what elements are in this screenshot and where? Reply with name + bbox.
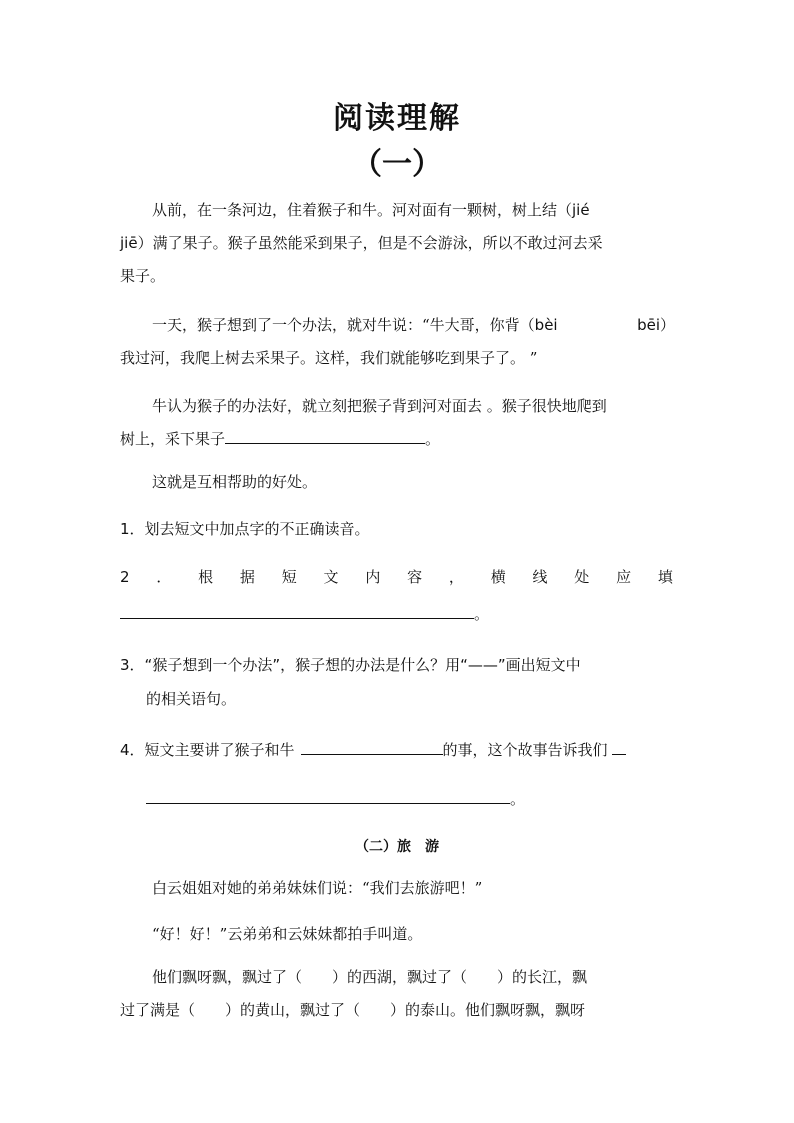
page-title: 阅读理解 xyxy=(333,101,461,136)
question-1: 1．划去短文中加点字的不正确读音。 xyxy=(120,520,370,538)
text: 一天，猴子想到了一个办法，就对牛说：“牛大哥，你背（ xyxy=(152,316,535,334)
text: ）满了果子。猴子虽然能采到果子，但是不会游泳，所以不敢过河去采 xyxy=(137,234,603,252)
answer-blank[interactable] xyxy=(612,740,626,755)
q2-char: 应 xyxy=(616,568,632,586)
answer-blank[interactable] xyxy=(225,429,425,444)
text: 从前，在一条河边，住着猴子和牛。河对面有一颗树，树上结（ xyxy=(152,201,573,219)
q2-char: ， xyxy=(448,568,464,586)
period: 。 xyxy=(474,605,490,623)
pinyin-jie2: jié xyxy=(572,201,590,219)
question-2-line1 xyxy=(120,567,673,587)
answer-blank[interactable] xyxy=(120,604,474,619)
q2-char: 处 xyxy=(574,568,590,586)
section2-p2: “好！好！”云弟弟和云妹妹都拍手叫道。 xyxy=(152,925,423,943)
passage1-p2-line1 xyxy=(152,315,675,335)
text: 的事，这个故事告诉我们 xyxy=(442,741,608,759)
passage1-p2-line2: 我过河，我爬上树去采果子。这样，我们就能够吃到果子了。 ” xyxy=(120,349,538,367)
passage1-p3-line2 xyxy=(120,429,440,449)
section2-p1: 白云姐姐对她的弟弟妹妹们说：“我们去旅游吧！” xyxy=(152,879,483,897)
section2-p3-line2: 过了满是（ ）的黄山，飘过了（ ）的泰山。他们飘呀飘，飘呀 xyxy=(120,1001,586,1019)
text: 树上，采下果子 xyxy=(120,430,226,448)
section-one-heading: （一） xyxy=(352,147,442,182)
q2-char: 2 xyxy=(120,568,130,586)
period: 。 xyxy=(425,430,441,448)
question-3-line2: 的相关语句。 xyxy=(146,690,237,708)
pinyin-bei4: bèi xyxy=(534,316,558,334)
close-paren: ） xyxy=(659,316,675,334)
text: 4．短文主要讲了猴子和牛 xyxy=(120,741,295,759)
q2-char: 根 xyxy=(198,568,214,586)
q2-char: 短 xyxy=(281,568,297,586)
q2-char: 容 xyxy=(407,568,423,586)
q2-char: 横 xyxy=(490,568,506,586)
passage1-p3-line1: 牛认为猴子的办法好，就立刻把猴子背到河对面去 。猴子很快地爬到 xyxy=(152,397,607,415)
q2-char: 文 xyxy=(323,568,339,586)
passage1-p1-line3: 果子。 xyxy=(120,267,166,285)
q2-char: ． xyxy=(156,568,172,586)
question-3-line1: 3．“猴子想到一个办法”，猴子想的办法是什么？用“——”画出短文中 xyxy=(120,656,581,674)
question-2-line2 xyxy=(120,604,489,624)
q2-char: 内 xyxy=(365,568,381,586)
section2-p3-line1: 他们飘呀飘，飘过了（ ）的西湖，飘过了（ ）的长江，飘 xyxy=(152,968,588,986)
passage1-p1-line1 xyxy=(152,200,590,220)
answer-blank[interactable] xyxy=(301,740,443,755)
q2-char: 线 xyxy=(532,568,548,586)
period: 。 xyxy=(510,790,526,808)
answer-blank[interactable] xyxy=(146,789,510,804)
q2-char: 据 xyxy=(239,568,255,586)
section-two-heading: （二）旅 游 xyxy=(355,839,439,855)
passage1-p1-line2 xyxy=(120,233,603,253)
question-4-line1 xyxy=(120,740,626,760)
q2-char: 填 xyxy=(657,568,673,586)
pinyin-jie1: jiē xyxy=(120,234,138,252)
question-4-line2 xyxy=(146,789,525,809)
pinyin-bei1: bēi xyxy=(637,316,660,334)
passage1-p4: 这就是互相帮助的好处。 xyxy=(152,473,318,491)
